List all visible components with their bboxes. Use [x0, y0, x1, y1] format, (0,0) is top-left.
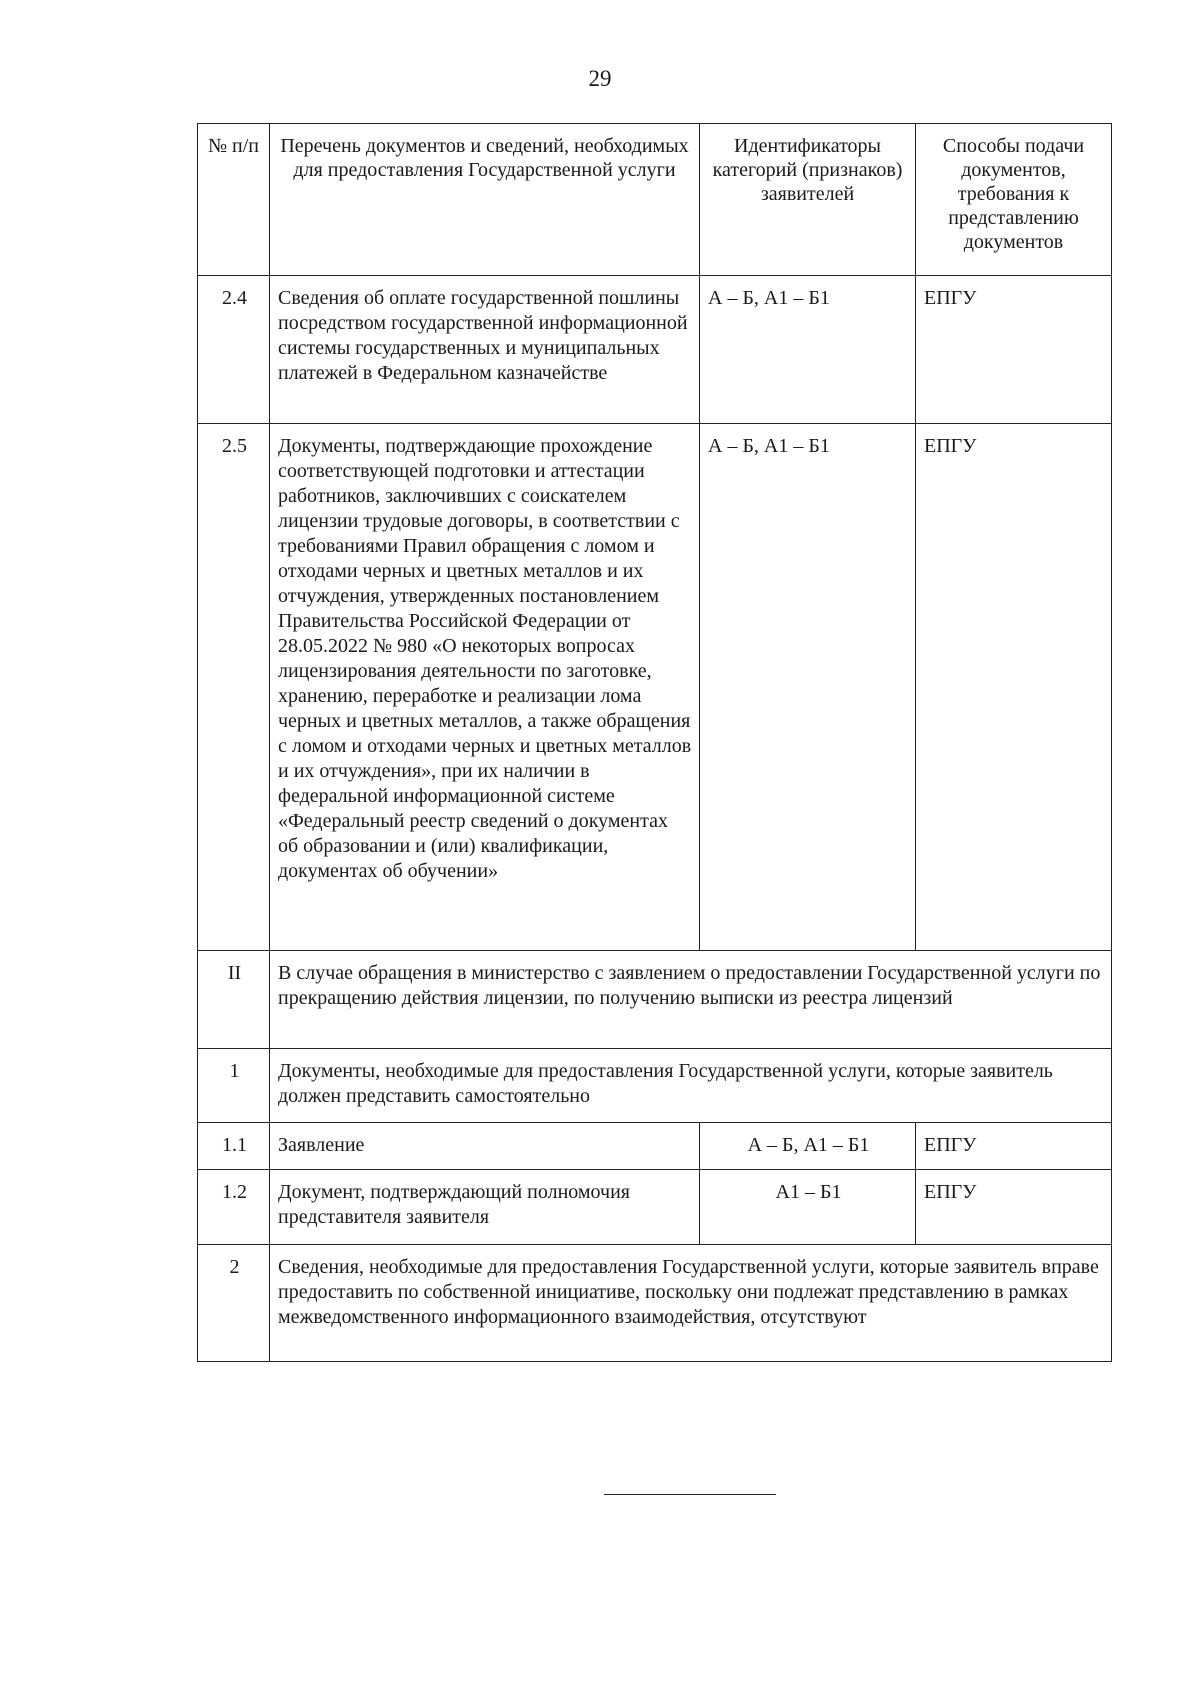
table-header-row: [198, 124, 1112, 276]
row-text: Заявление: [270, 1123, 700, 1170]
row-method: ЕПГУ: [916, 276, 1112, 424]
row-number: 2.4: [198, 276, 270, 424]
documents-table: [197, 123, 1112, 1362]
row-number: II: [198, 951, 270, 1049]
row-method: ЕПГУ: [916, 1170, 1112, 1245]
table-row-section: [198, 951, 1112, 1049]
table-row: [198, 1170, 1112, 1245]
row-identifiers: А – Б, А1 – Б1: [700, 1123, 916, 1170]
row-text: Сведения об оплате государственной пошлины посредством государственной информационной системы государственных и муниципальных платежей в Федеральном казначействе: [270, 276, 700, 424]
row-identifiers: А – Б, А1 – Б1: [700, 276, 916, 424]
table-row: [198, 276, 1112, 424]
row-identifiers: А1 – Б1: [700, 1170, 916, 1245]
row-identifiers: А – Б, А1 – Б1: [700, 424, 916, 951]
header-methods: Способы подачи документов, требования к представлению документов: [916, 124, 1112, 276]
table-row-section: [198, 1049, 1112, 1123]
row-number: 2: [198, 1245, 270, 1362]
table-row-section: [198, 1245, 1112, 1362]
page-number: 29: [588, 66, 612, 91]
row-number: 1: [198, 1049, 270, 1123]
row-number: 2.5: [198, 424, 270, 951]
table-row: [198, 1123, 1112, 1170]
header-documents: Перечень документов и сведений, необходимых для предоставления Государственной услуги: [270, 124, 700, 276]
row-text: В случае обращения в министерство с заявлением о предоставлении Государственной услуги по прекращению действия лицензии, по получению выписки из реестра лицензий: [270, 951, 1112, 1049]
table-row: [198, 424, 1112, 951]
row-text: Сведения, необходимые для предоставления Государственной услуги, которые заявитель вправе предоставить по собственной инициативе, поскольку они подлежат представлению в рамках межведомственного информационного взаимодействия, отсутствуют: [270, 1245, 1112, 1362]
header-identifiers: Идентификаторы категорий (признаков) заявителей: [700, 124, 916, 276]
row-method: ЕПГУ: [916, 1123, 1112, 1170]
closing-divider-line: [604, 1494, 776, 1495]
row-method: ЕПГУ: [916, 424, 1112, 951]
row-number: 1.2: [198, 1170, 270, 1245]
row-number: 1.1: [198, 1123, 270, 1170]
row-text: Документы, необходимые для предоставления Государственной услуги, которые заявитель должен представить самостоятельно: [270, 1049, 1112, 1123]
row-text: Документы, подтверждающие прохождение соответствующей подготовки и аттестации работников, заключивших с соискателем лицензии трудовые договоры, в соответствии с требованиями Правил обращения с ломом и отходами черных и цветных металлов и их отчуждения, утвержденных постановлением Правительства Российской Федерации от 28.05.2022 № 980 «О некоторых вопросах лицензирования деятельности по заготовке, хранению, переработке и реализации лома черных и цветных металлов, а также обращения с ломом и отходами черных и цветных металлов и их отчуждения», при их наличии в федеральной информационной системе «Федеральный реестр сведений о документах об образовании и (или) квалификации, документах об обучении»: [270, 424, 700, 951]
header-num: № п/п: [198, 124, 270, 276]
row-text: Документ, подтверждающий полномочия представителя заявителя: [270, 1170, 700, 1245]
